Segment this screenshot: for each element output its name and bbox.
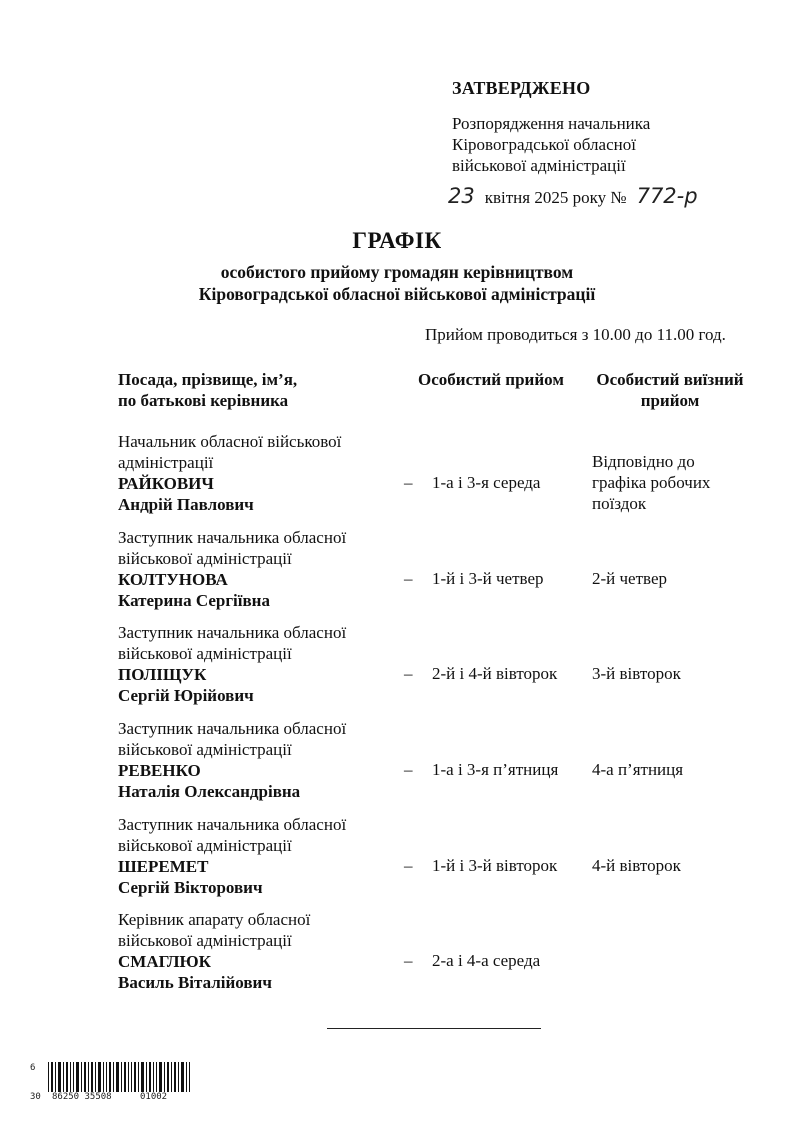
row-6-dash: – — [404, 951, 413, 970]
row-2-visit: 2-й четвер — [592, 569, 668, 588]
row-6-position-1: Керівник апарату обласної — [118, 910, 311, 929]
closing-line — [327, 1028, 541, 1029]
row-6-surname: СМАГЛЮК — [118, 952, 211, 971]
header-position-line-1: Посада, прізвище, ім’я, — [118, 370, 298, 389]
approval-line-1: Розпорядження начальника — [452, 114, 651, 133]
document-subtitle-2: Кіровоградської обласної військової адміністрації — [198, 284, 596, 304]
row-1-surname: РАЙКОВИЧ — [118, 474, 214, 493]
row-1-personal-reception: 1-а і 3-я середа — [432, 473, 541, 492]
row-1-position-2: адміністрації — [118, 453, 214, 472]
row-2-position-1: Заступник начальника обласної — [118, 528, 347, 547]
row-4-surname: РЕВЕНКО — [118, 761, 201, 780]
row-3-position-2: військової адміністрації — [118, 644, 292, 663]
row-1-name: Андрій Павлович — [118, 495, 254, 514]
row-2-name: Катерина Сергіївна — [118, 591, 270, 610]
row-5-surname: ШЕРЕМЕТ — [118, 857, 209, 876]
row-1-visit-3: поїздок — [592, 494, 647, 513]
row-5-position-1: Заступник начальника обласної — [118, 815, 347, 834]
approval-date-line — [448, 184, 698, 208]
row-4-position-1: Заступник начальника обласної — [118, 719, 347, 738]
document-subtitle-1: особистого прийому громадян керівництвом — [220, 262, 574, 282]
row-3-name: Сергій Юрійович — [118, 686, 254, 705]
row-5-visit: 4-й вівторок — [592, 856, 681, 875]
row-3-visit: 3-й вівторок — [592, 664, 681, 683]
row-4-personal-reception: 1-а і 3-я п’ятниця — [432, 760, 559, 779]
header-visiting-reception-line-1: Особистий виїзний — [596, 370, 744, 389]
row-3-position-1: Заступник начальника обласної — [118, 623, 347, 642]
header-visiting-reception-line-2: прийом — [640, 391, 700, 410]
barcode-digits-left: 30 — [30, 1092, 41, 1102]
barcode — [30, 1058, 210, 1104]
row-1-visit-1: Відповідно до — [592, 452, 695, 471]
row-5-dash: – — [404, 856, 413, 875]
row-1-dash: – — [404, 473, 413, 492]
row-1-position-1: Начальник обласної військової — [118, 432, 342, 451]
approval-line-3: військової адміністрації — [452, 156, 626, 175]
row-3-personal-reception: 2-й і 4-й вівторок — [432, 664, 558, 683]
row-3-dash: – — [404, 664, 413, 683]
row-1-visit-2: графіка робочих — [592, 473, 711, 492]
row-5-name: Сергій Вікторович — [118, 878, 263, 897]
row-6-personal-reception: 2-а і 4-а середа — [432, 951, 541, 970]
row-5-position-2: військової адміністрації — [118, 836, 292, 855]
reception-time-note: Прийом проводиться з 10.00 до 11.00 год. — [425, 325, 726, 344]
row-2-position-2: військової адміністрації — [118, 549, 292, 568]
barcode-digits-right: 01002 — [140, 1092, 168, 1102]
approval-date-text: квітня 2025 року № — [484, 188, 627, 207]
header-personal-reception: Особистий прийом — [418, 370, 564, 389]
row-2-dash: – — [404, 569, 413, 588]
barcode-digits-mid: 86250 35508 — [52, 1092, 112, 1102]
approval-title: ЗАТВЕРДЖЕНО — [452, 78, 591, 98]
row-2-surname: КОЛТУНОВА — [118, 570, 228, 589]
row-2-personal-reception: 1-й і 3-й четвер — [432, 569, 544, 588]
handwritten-day: 23 — [448, 184, 475, 208]
approval-line-2: Кіровоградської обласної — [452, 135, 636, 154]
row-3-surname: ПОЛІЩУК — [118, 665, 207, 684]
row-4-dash: – — [404, 760, 413, 779]
row-5-personal-reception: 1-й і 3-й вівторок — [432, 856, 558, 875]
row-4-position-2: військової адміністрації — [118, 740, 292, 759]
row-4-name: Наталія Олександрівна — [118, 782, 301, 801]
document-title: ГРАФІК — [352, 228, 442, 253]
handwritten-number: 772-р — [636, 184, 698, 208]
row-6-name: Василь Віталійович — [118, 973, 272, 992]
row-4-visit: 4-а п’ятниця — [592, 760, 684, 779]
row-6-position-2: військової адміністрації — [118, 931, 292, 950]
header-position-line-2: по батькові керівника — [118, 391, 289, 410]
barcode-side-digit: 6 — [30, 1063, 36, 1073]
